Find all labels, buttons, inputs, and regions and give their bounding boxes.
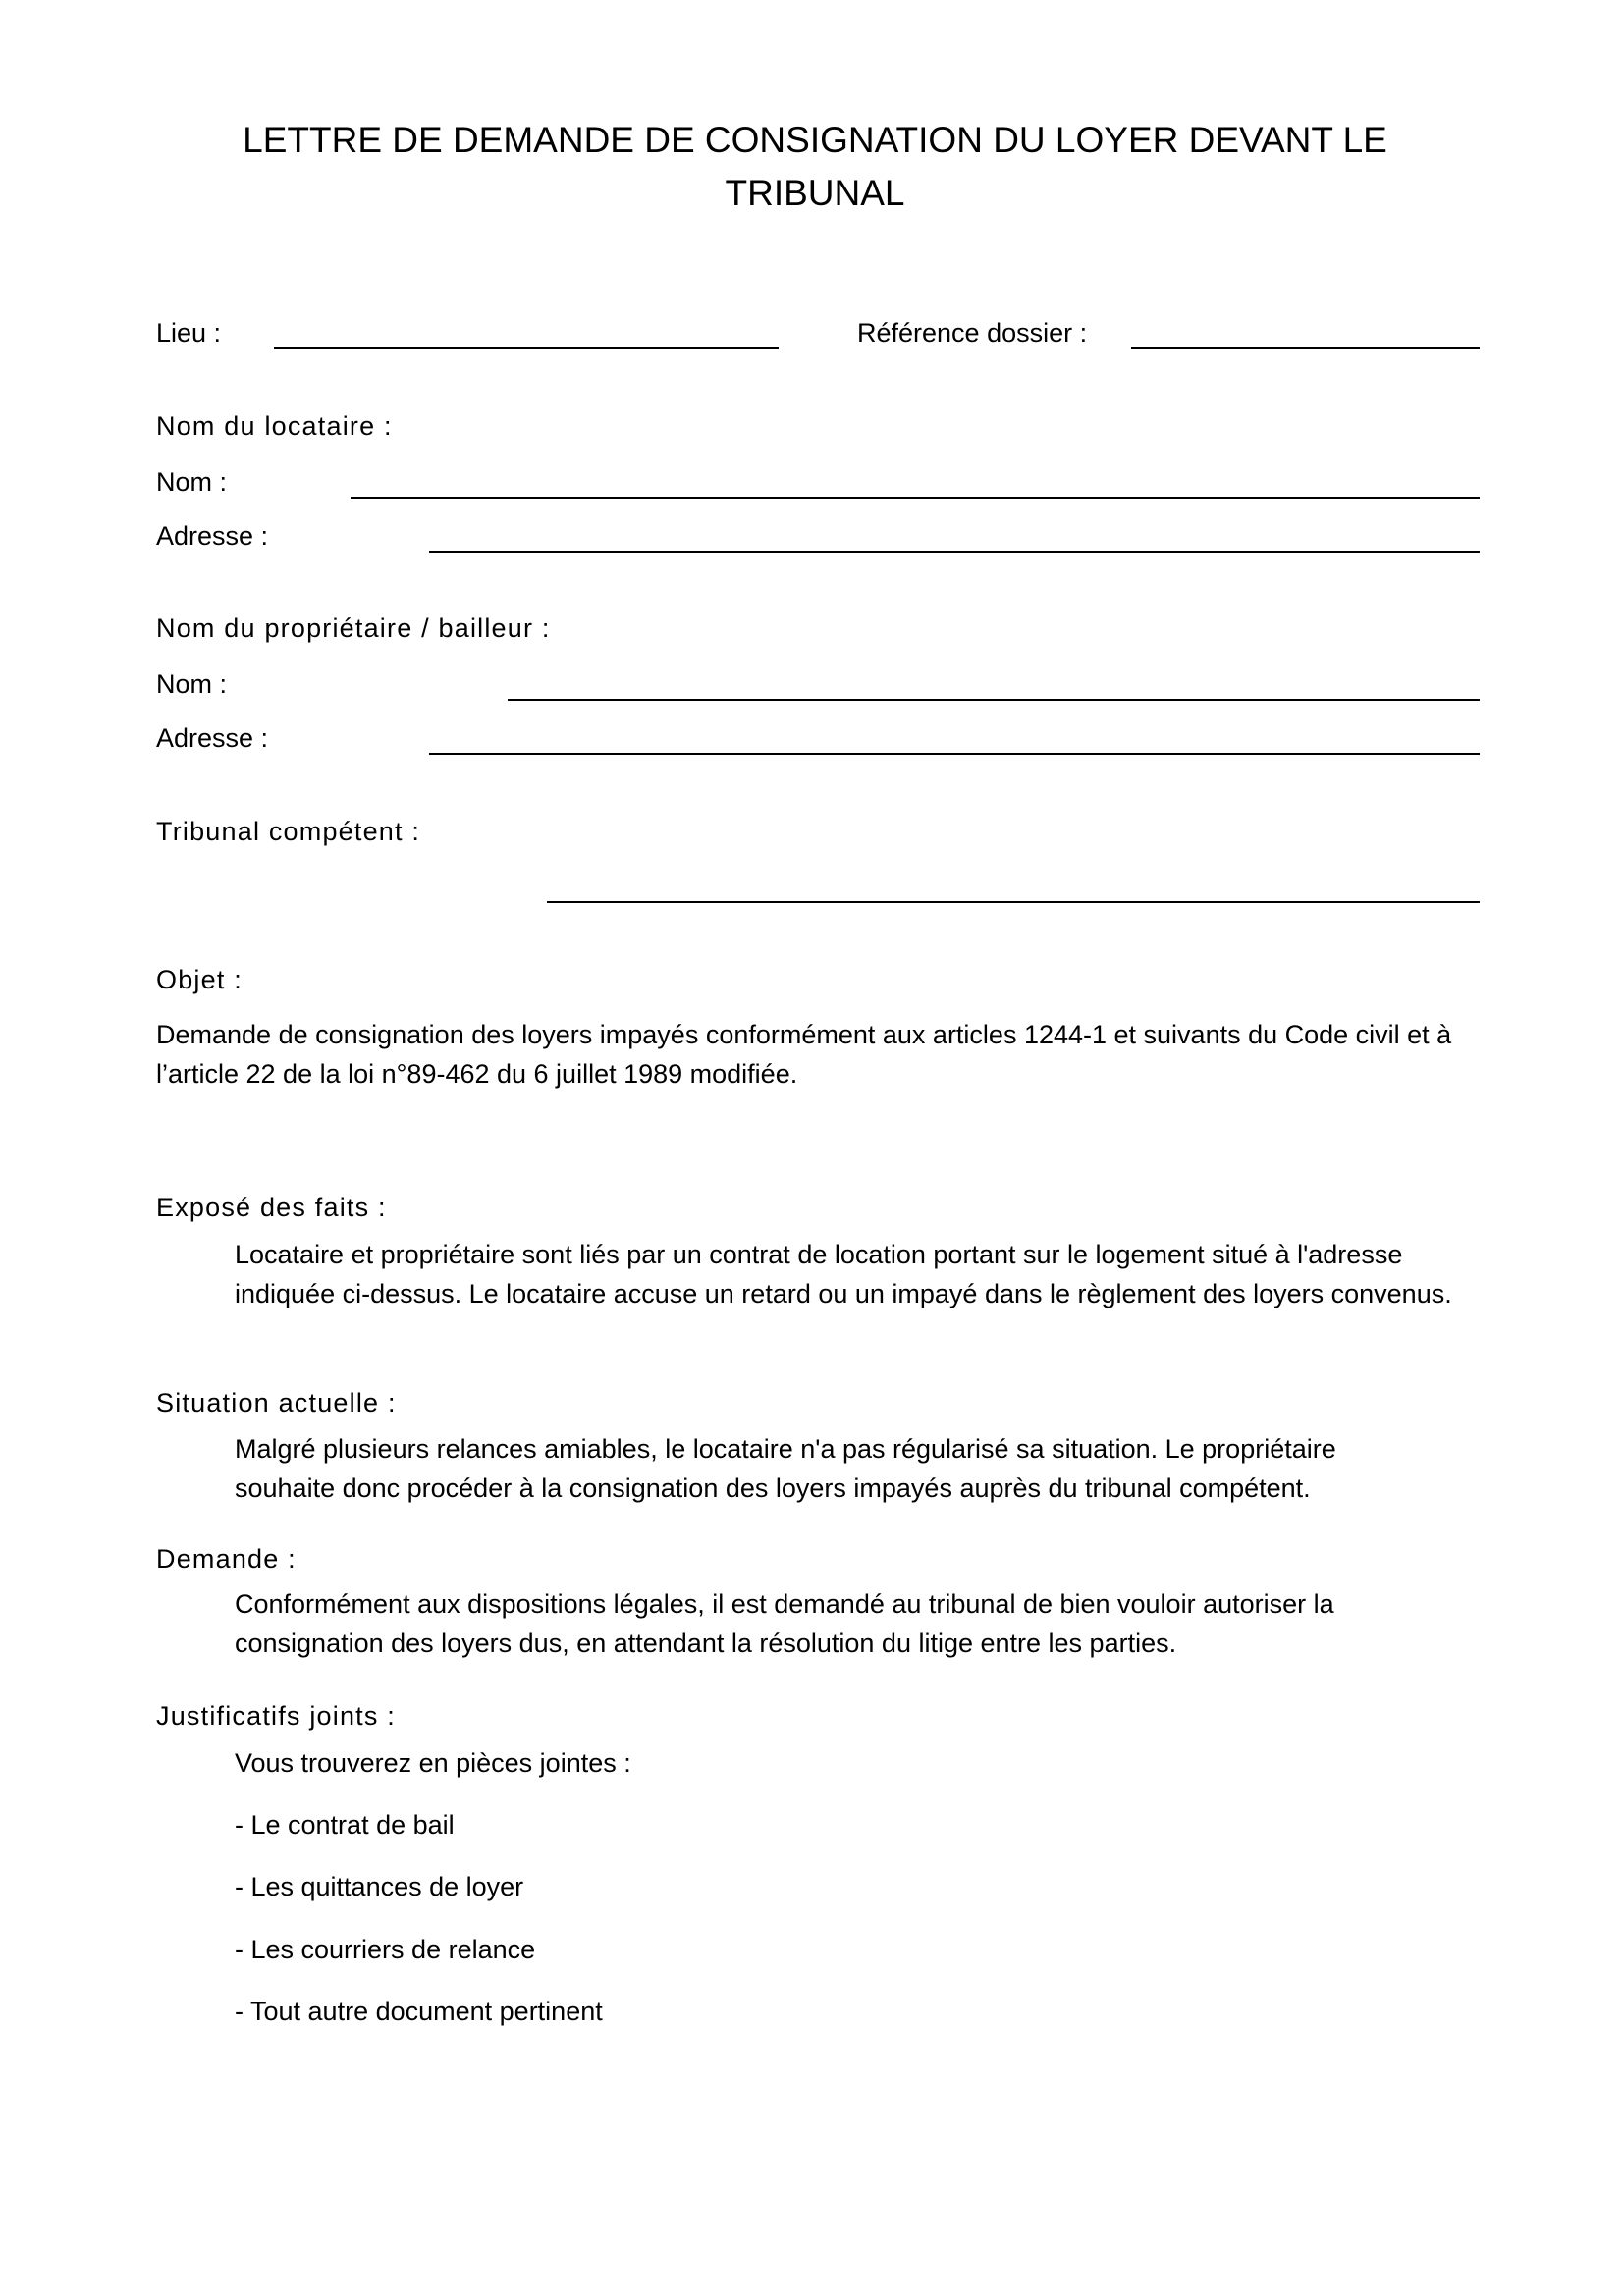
justificatif-item: - Tout autre document pertinent [235,1997,603,2026]
demande-heading: Demande : [156,1544,297,1574]
situation-heading: Situation actuelle : [156,1388,397,1417]
proprietaire-heading: Nom du propriétaire / bailleur : [156,614,551,643]
proprietaire-nom-input-line[interactable] [508,699,1480,701]
demande-text: Conformément aux dispositions légales, il est demandé au tribunal de bien vouloir autoriser la consignation des loyers dus, en attendant la résolution du litige entre les parties. [235,1589,1334,1658]
locataire-nom-label: Nom : [156,467,228,497]
locataire-adresse-input-line[interactable] [429,551,1480,553]
lieu-input-line[interactable] [274,347,779,349]
proprietaire-adresse-input-line[interactable] [429,753,1480,755]
expose-heading: Exposé des faits : [156,1193,387,1222]
justificatif-item: - Le contrat de bail [235,1810,455,1840]
proprietaire-nom-label: Nom : [156,669,228,699]
justificatif-item: - Les courriers de relance [235,1935,536,1964]
tribunal-heading: Tribunal compétent : [156,817,421,846]
objet-text: Demande de consignation des loyers impayés conformément aux articles 1244-1 et suivants du Code civil et à l’article 22 de la loi n°89-462 du 6 juillet 1989 modifiée. [156,1020,1452,1089]
locataire-nom-input-line[interactable] [351,497,1480,499]
justificatif-item: - Les quittances de loyer [235,1872,524,1901]
locataire-heading: Nom du locataire : [156,411,393,441]
document-title: LETTRE DE DEMANDE DE CONSIGNATION DU LOYER DEVANT LE TRIBUNAL [243,120,1387,213]
tribunal-input-line[interactable] [547,901,1480,903]
reference-dossier-input-line[interactable] [1131,347,1480,349]
objet-heading: Objet : [156,965,243,994]
reference-dossier-label: Référence dossier : [857,318,1088,347]
expose-text: Locataire et propriétaire sont liés par un contrat de location portant sur le logement situé à l'adresse indiquée ci-dessus. Le locataire accuse un retard ou un impayé dans le règlement des loyers convenus. [235,1240,1452,1308]
locataire-adresse-label: Adresse : [156,521,269,551]
situation-text: Malgré plusieurs relances amiables, le locataire n'a pas régularisé sa situation. Le propriétaire souhaite donc procéder à la consignation des loyers impayés auprès du tribunal compétent. [235,1434,1336,1503]
justificatifs-heading: Justificatifs joints : [156,1701,396,1731]
lieu-label: Lieu : [156,318,222,347]
proprietaire-adresse-label: Adresse : [156,723,269,753]
justificatifs-intro: Vous trouverez en pièces jointes : [235,1748,631,1778]
